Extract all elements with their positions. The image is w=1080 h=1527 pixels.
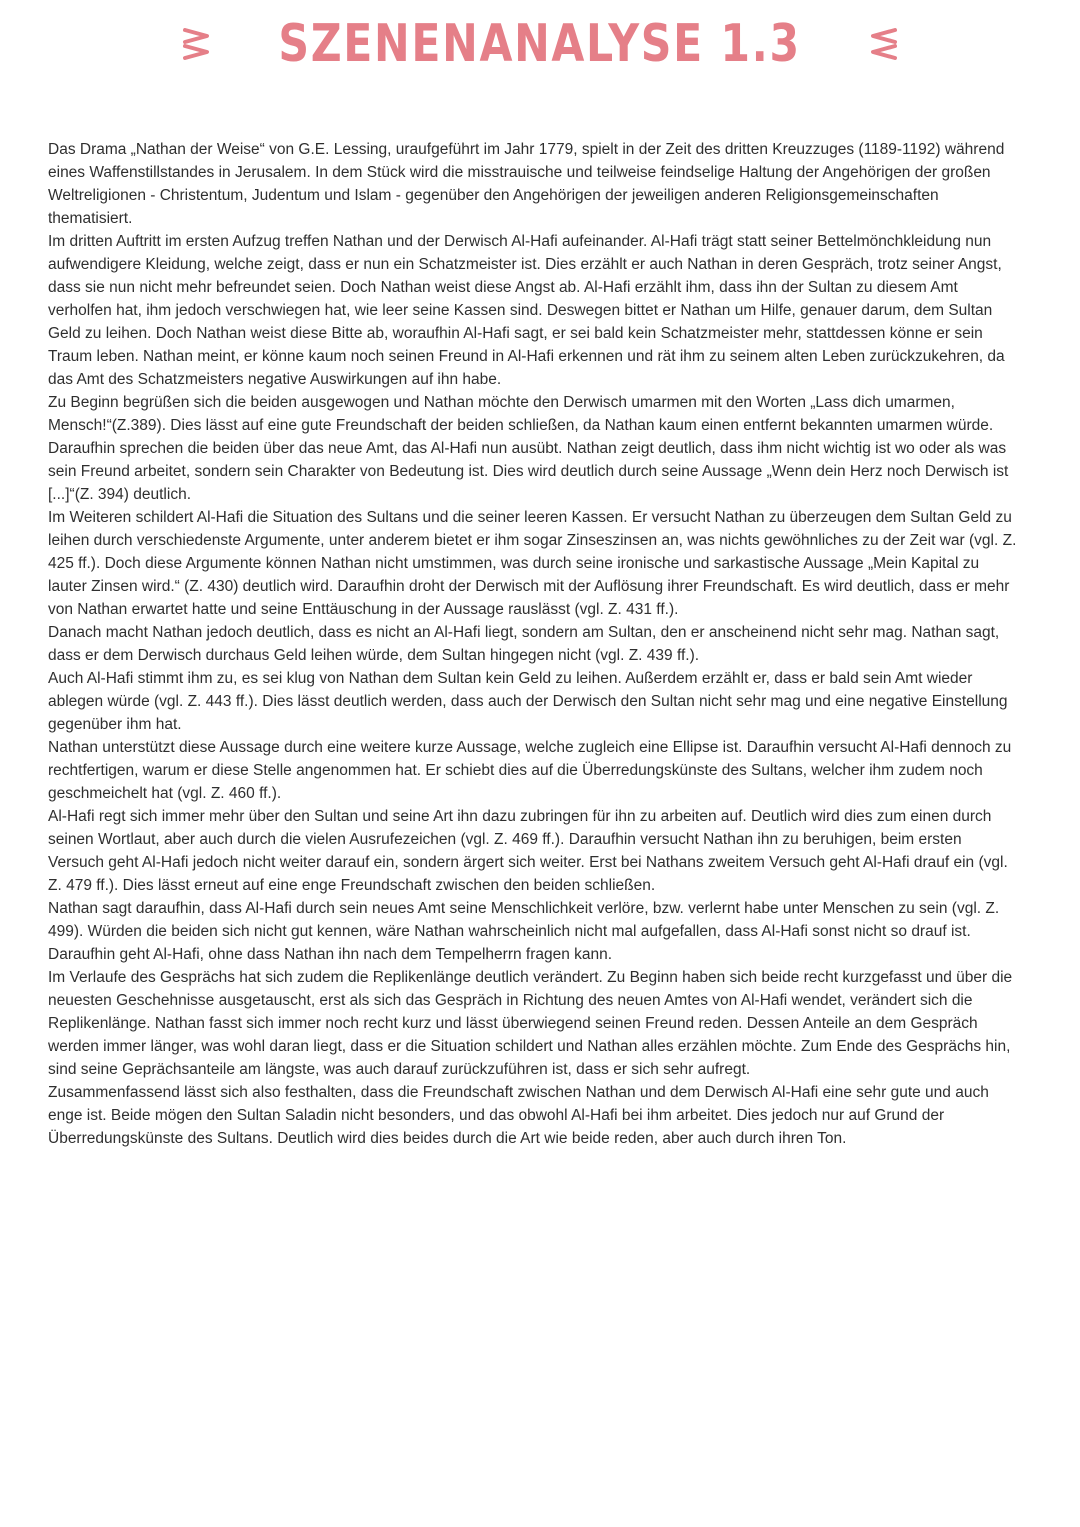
body-text (48, 138, 1018, 1150)
chevron-decoration-left-icon (181, 22, 211, 66)
paragraph-conclusion: Zusammenfassend lässt sich also festhalten, dass die Freundschaft zwischen Nathan und dem Derwisch Al-Hafi eine sehr gute und auch enge ist. Beide mögen den Sultan Saladin nicht besonders, und das obwohl Al-Hafi bei ihm arbeitet. Dies jedoch nur auf Grund der Überredungskünste des Sultans. Deutlich wird dies beides durch die Art wie beide reden, aber auch durch ihren Ton. (48, 1084, 989, 1147)
paragraph-sultan-situation: Im Weiteren schildert Al-Hafi die Situation des Sultans und die seiner leeren Kassen. Er versucht Nathan zu überzeugen dem Sultan Geld zu leihen durch verschiedenste Argumente, unter anderem bietet er ihm sogar Zinseszinsen an, was nichts gewöhnliches zu der Zeit war (vgl. Z. 425 ff.). Doch diese Argumente können Nathan nicht umstimmen, was durch seine ironische und sarkastische Aussage „Mein Kapital zu lauter Zinsen wird.“ (Z. 430) deutlich wird. Daraufhin droht der Derwisch mit der Auflösung ihrer Freundschaft. Es wird deutlich, dass er mehr von Nathan erwartet hatte und seine Enttäuschung in der Aussage rauslässt (vgl. Z. 431 ff.). (48, 509, 1017, 618)
paragraph-humanity: Nathan sagt daraufhin, dass Al-Hafi durch sein neues Amt seine Menschlichkeit verlöre, bzw. verlernt habe unter Menschen zu sein (vgl. Z. 499). Würden die beiden sich nicht gut kennen, wäre Nathan wahrscheinlich nicht mal aufgefallen, dass Al-Hafi sonst nicht so drauf ist. Daraufhin geht Al-Hafi, ohne dass Nathan ihn nach dem Tempelherrn fragen kann. (48, 900, 1000, 963)
paragraph-reply-length: Im Verlaufe des Gesprächs hat sich zudem die Replikenlänge deutlich verändert. Zu Beginn haben sich beide recht kurzgefasst und über die neuesten Geschehnisse ausgetauscht, erst als sich das Gespräch in Richtung des neuen Amtes von Al-Hafi wendet, verändert sich die Replikenlänge. Nathan fasst sich immer noch recht kurz und lässt überwiegend seinen Freund reden. Dessen Anteile an dem Gespräch werden immer länger, was wohl daran liegt, dass er die Situation schildert und Nathan alles erzählen möchte. Zum Ende des Gesprächs hin, sind seine Geprächsanteile am längste, was auch darauf zurückzuführen ist, dass er sich sehr aufregt. (48, 969, 1013, 1078)
paragraph-anger: Al-Hafi regt sich immer mehr über den Sultan und seine Art ihn dazu zubringen für ihn zu arbeiten auf. Deutlich wird dies zum einen durch seinen Wortlaut, aber auch durch die vielen Ausrufezeichen (vgl. Z. 469 ff.). Daraufhin versucht Nathan ihn zu beruhigen, beim ersten Versuch geht Al-Hafi jedoch nicht weiter darauf ein, sondern ärgert sich weiter. Erst bei Nathans zweitem Versuch geht Al-Hafi drauf ein (vgl. Z. 479 ff.). Dies lässt erneut auf eine enge Freundschaft zwischen den beiden schließen. (48, 808, 1008, 894)
paragraph-summary: Im dritten Auftritt im ersten Aufzug treffen Nathan und der Derwisch Al-Hafi aufeinander. Al-Hafi trägt statt seiner Bettelmönchkleidung nun aufwendigere Kleidung, welche zeigt, dass er nun ein Schatzmeister ist. Dies erzählt er auch Nathan in deren Gespräch, trotz seiner Angst, dass sie nun nicht mehr befreundet seien. Doch Nathan weist diese Angst ab. Al-Hafi erzählt ihm, dass ihn der Sultan zu diesem Amt verholfen hat, ihm jedoch verschwiegen hat, wie leer seine Kassen sind. Deswegen bittet er Nathan um Hilfe, genauer darum, dem Sultan Geld zu leihen. Doch Nathan weist diese Bitte ab, woraufhin Al-Hafi sagt, er sei bald kein Schatzmeister mehr, stattdessen könne er sein Traum leben. Nathan meint, er könne kaum noch seinen Freund in Al-Hafi erkennen und rät ihm zu seinem alten Leben zurückzukehren, da das Amt des Schatzmeisters negative Auswirkungen auf ihn habe. (48, 233, 1005, 388)
paragraph-nathan-refusal: Danach macht Nathan jedoch deutlich, dass es nicht an Al-Hafi liegt, sondern am Sultan, den er anscheinend nicht sehr mag. Nathan sagt, dass er dem Derwisch durchaus Geld leihen würde, dem Sultan hingegen nicht (vgl. Z. 439 ff.). (48, 624, 1000, 664)
chevron-decoration-right-icon (869, 22, 899, 66)
paragraph-justification: Nathan unterstützt diese Aussage durch eine weitere kurze Aussage, welche zugleich eine Ellipse ist. Daraufhin versucht Al-Hafi dennoch zu rechtfertigen, warum er diese Stelle angenommen hat. Er schiebt dies auf die Überredungskünste des Sultans, welcher ihm zudem noch geschmeichelt hat (vgl. Z. 460 ff.). (48, 739, 1012, 802)
paragraph-greeting: Zu Beginn begrüßen sich die beiden ausgewogen und Nathan möchte den Derwisch umarmen mit den Worten „Lass dich umarmen, Mensch!“(Z.389). Dies lässt auf eine gute Freundschaft der beiden schließen, da Nathan kaum einen entfernt bekannten umarmen würde. (48, 394, 994, 434)
paragraph-intro: Das Drama „Nathan der Weise“ von G.E. Lessing, uraufgeführt im Jahr 1779, spielt in der Zeit des dritten Kreuzzuges (1189-1192) während eines Waffenstillstandes in Jerusalem. In dem Stück wird die misstrauische und teilweise feindselige Haltung der Angehörigen der großen Weltreligionen - Christentum, Judentum und Islam - gegenüber den Angehörigen der jeweiligen anderen Religionsgemeinschaften thematisiert. (48, 141, 1005, 227)
page-title: SZENENANALYSE 1.3 (278, 14, 802, 74)
title-row (0, 14, 1080, 74)
paragraph-new-office: Daraufhin sprechen die beiden über das neue Amt, das Al-Hafi nun ausübt. Nathan zeigt deutlich, dass ihm nicht wichtig ist wo oder als was sein Freund arbeitet, sondern sein Charakter von Bedeutung ist. Dies wird deutlich durch seine Aussage „Wenn dein Herz noch Derwisch ist [...]“(Z. 394) deutlich. (48, 440, 1009, 503)
paragraph-al-hafi-agrees: Auch Al-Hafi stimmt ihm zu, es sei klug von Nathan dem Sultan kein Geld zu leihen. Außerdem erzählt er, dass er bald sein Amt wieder ablegen würde (vgl. Z. 443 ff.). Dies lässt deutlich werden, dass auch der Derwisch den Sultan nicht sehr mag und eine negative Einstellung gegenüber ihm hat. (48, 670, 1008, 733)
